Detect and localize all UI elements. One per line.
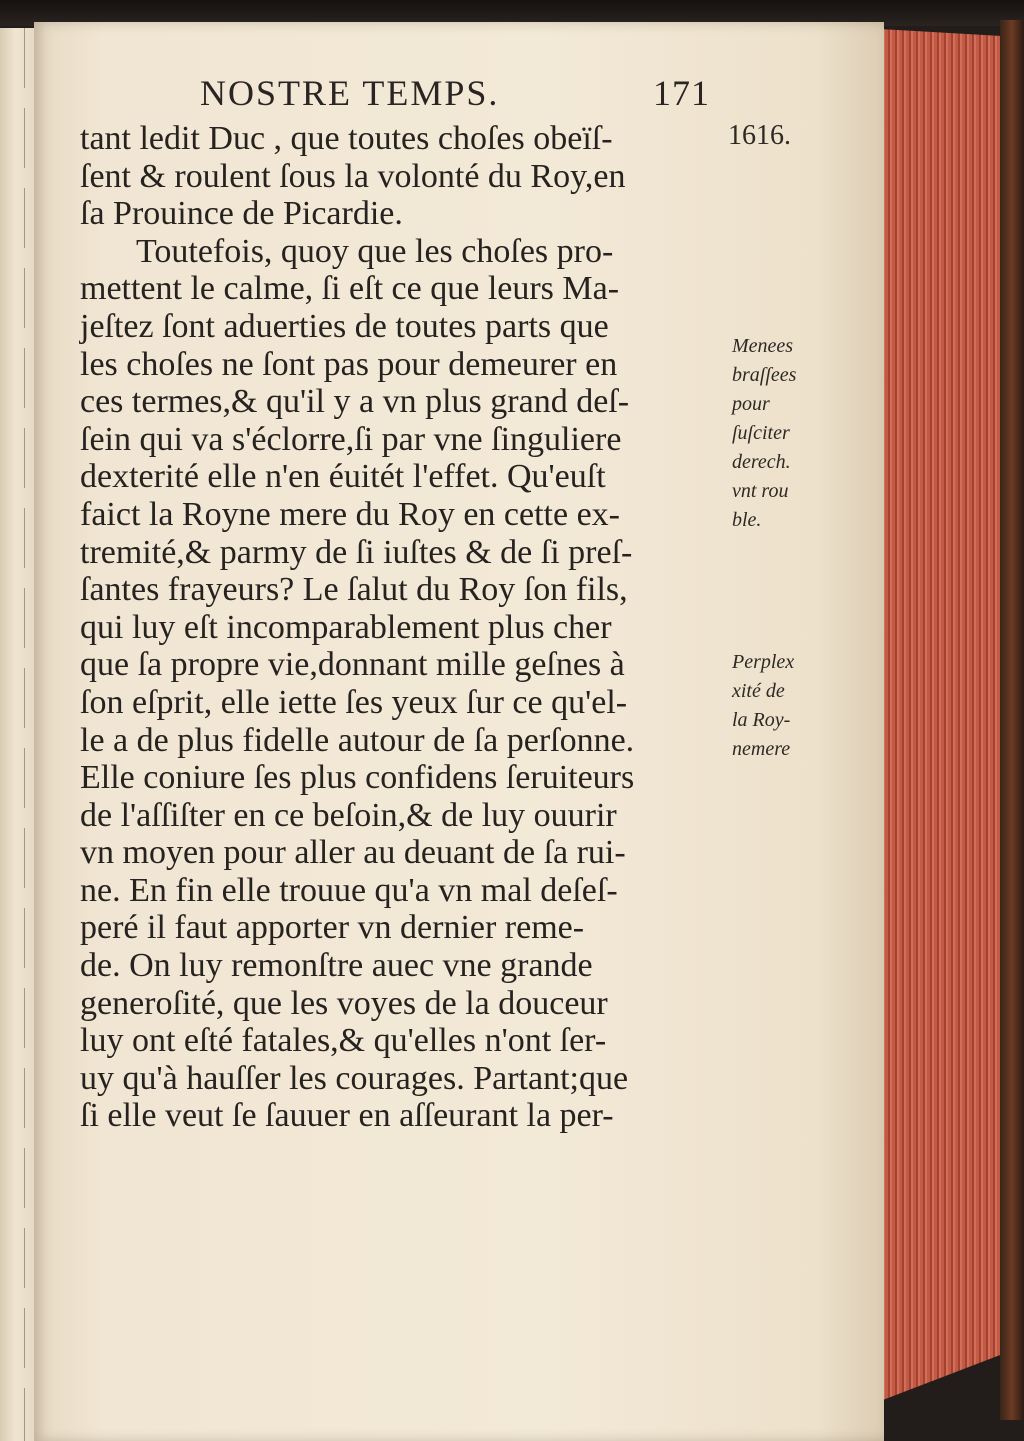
text-line: tant ledit Duc , que toutes choſes obeïſ- [80,120,613,157]
text-line: Toutefois, quoy que les choſes pro- [136,232,614,270]
text-line: jeſtez ſont aduerties de toutes parts que [80,307,609,345]
margin-note-line: pour [732,393,770,415]
text-line: Elle coniure ſes plus confidens ſeruiteurs [80,759,635,797]
text-line: ne. En fin elle trouue qu'a vn mal deſeſ- [80,871,618,909]
text-line: ſantes frayeurs? Le ſalut du Roy ſon fils, [80,571,628,609]
margin-year: 1616. [728,120,791,151]
text-line: que ſa propre vie,donnant mille geſnes à [80,646,625,684]
text-line: faict la Royne mere du Roy en cette ex- [80,495,620,533]
text-line: ſein qui va s'éclorre,ſi par vne ſinguliere [80,420,622,458]
margin-note-line: nemere [732,738,791,760]
text-line: mettent le calme, ſi eſt ce que leurs Ma- [80,270,620,308]
running-title: NOSTRE TEMPS. [200,73,500,113]
margin-note-line: vnt rou [732,480,789,502]
text-line: de l'aſſiſter en ce beſoin,& de luy ouurir [80,796,617,834]
text-line: ſa Prouince de Picardie. [80,195,403,233]
book-cover-edge [1000,20,1024,1420]
text-line: ſent & roulent ſous la volonté du Roy,en [80,157,626,195]
margin-note-2 [732,648,794,764]
text-line: de. On luy remonſtre auec vne grande [80,947,593,985]
margin-note-line: ſuſciter [732,422,790,444]
text-line: vn moyen pour aller au deuant de ſa rui- [80,834,626,872]
text-line: uy qu'à hauſſer les courages. Partant;que [80,1059,629,1097]
text-line: ſon eſprit, elle iette ſes yeux ſur ce qu'el- [80,683,628,721]
text-line: luy ont eſté fatales,& qu'elles n'ont ſer- [80,1022,607,1060]
text-line: dexterité elle n'en éuitét l'effet. Qu'euſt [80,458,606,496]
body-text [80,120,740,1135]
previous-leaf-edge [0,28,35,1441]
text-line: tremité,& parmy de ſi iuſtes & de ſi preſ- [80,533,633,571]
margin-note-line: derech. [732,451,791,473]
text-line: generoſité, que les voyes de la douceur [80,984,608,1022]
margin-note-line: Perplex [732,651,795,673]
margin-note-line: ble. [732,509,762,531]
text-line: peré il faut apporter vn dernier reme- [80,909,585,947]
margin-note-line: la Roy- [732,709,791,731]
margin-note-line: xité de [732,680,785,702]
margin-note-line: Menees [732,335,794,357]
text-line: le a de plus fidelle autour de ſa perſonne. [80,721,635,759]
text-line: ces termes,& qu'il y a vn plus grand deſ- [80,383,630,421]
page-number: 171 [653,73,710,113]
text-line: qui luy eſt incomparablement plus cher [80,608,612,646]
text-line: ſi elle veut ſe ſauuer en aſſeurant la per- [80,1097,614,1135]
text-line: les choſes ne ſont pas pour demeurer en [80,345,618,383]
margin-note-line: braſſees [732,364,797,386]
gutter-line [24,28,25,1441]
margin-note-1 [732,332,796,535]
